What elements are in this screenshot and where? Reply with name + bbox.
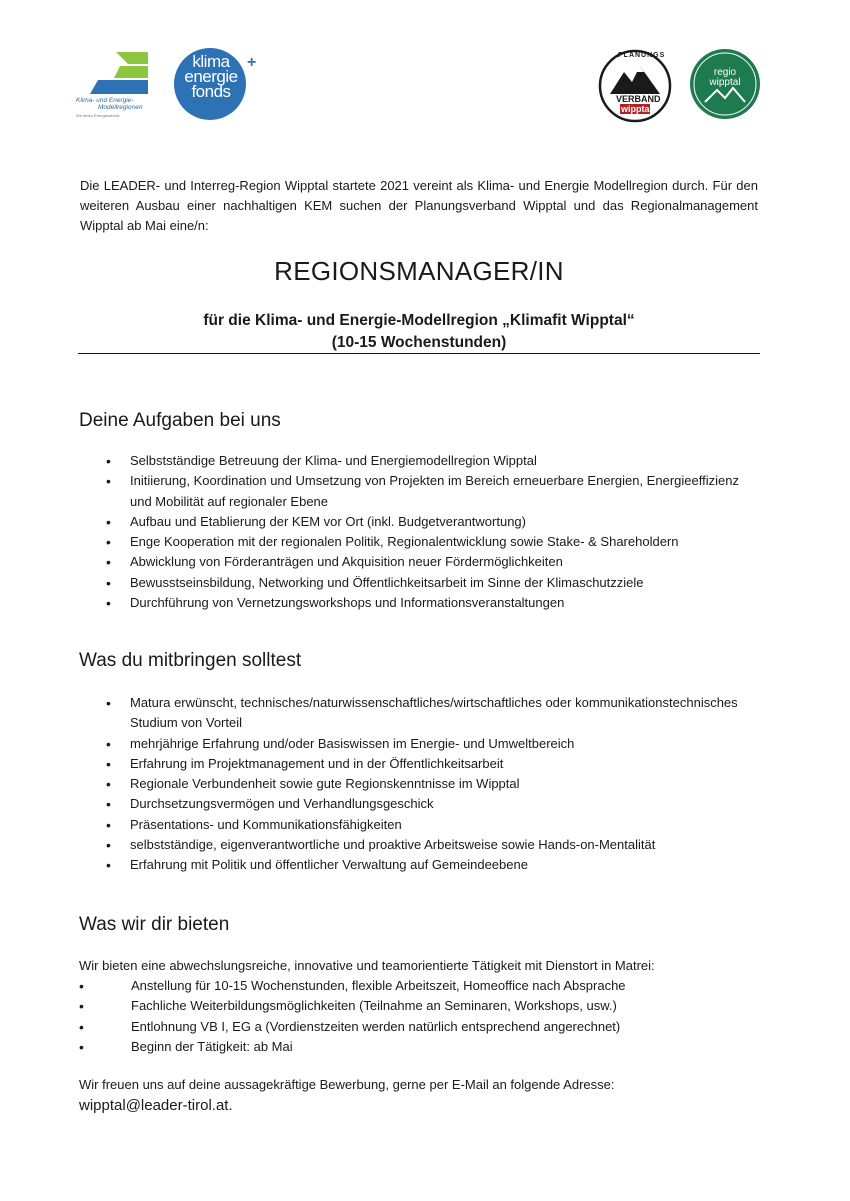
kem-logo-mark (76, 50, 162, 98)
klimafonds-logo (172, 46, 262, 122)
bullet-icon: • (106, 796, 111, 813)
task-text: Durchführung von Vernetzungsworkshops und Informationsveranstaltungen (130, 595, 565, 611)
list-item (106, 693, 746, 734)
task-text: Initiierung, Koordination und Umsetzung von Projekten im Bereich erneuerbare Energien, Energieeffizienz und Mobilität auf regionaler Ebene (130, 473, 739, 509)
bullet-icon: • (79, 978, 84, 994)
bullet-icon: • (106, 755, 111, 772)
tasks-heading: Deine Aufgaben bei uns (79, 410, 281, 431)
bullet-icon: • (106, 595, 111, 612)
tasks-list (106, 451, 756, 613)
list-item (79, 1017, 759, 1037)
planungsverband-place: wipptal (621, 104, 652, 114)
klimafonds-line2: energie (184, 67, 238, 86)
task-text: Enge Kooperation mit der regionalen Politik, Regionalentwicklung sowie Stake- & Shareholdern (130, 534, 679, 550)
requirements-list (106, 693, 746, 876)
bullet-icon: • (79, 998, 84, 1015)
list-item (106, 593, 756, 613)
list-item (79, 996, 759, 1016)
requirement-text: selbstständige, eigenverantwortliche und proaktive Arbeitsweise sowie Hands-on-Mentalität (130, 837, 656, 853)
requirement-text: Erfahrung im Projektmanagement und in der Öffentlichkeitsarbeit (130, 755, 504, 771)
task-text: Selbstständige Betreuung der Klima- und Energiemodellregion Wipptal (130, 453, 537, 468)
bullet-icon: • (106, 857, 111, 874)
requirement-text: mehrjährige Erfahrung und/oder Basiswissen im Energie- und Umweltbereich (130, 735, 575, 751)
list-item (106, 754, 746, 774)
bullet-icon: • (79, 1038, 84, 1055)
klimafonds-line1: klima (192, 52, 230, 71)
requirement-text: Regionale Verbundenheit sowie gute Regionskenntnisse im Wipptal (130, 776, 520, 792)
offer-list (79, 976, 759, 1057)
regio-wipptal-line1: regio (713, 67, 737, 78)
contact-email-link[interactable]: wipptal@leader-tirol.at. (79, 1097, 233, 1114)
list-item (106, 794, 746, 814)
offer-text: Fachliche Weiterbildungsmöglichkeiten (Teilnahme an Seminaren, Workshops, usw.) (131, 998, 617, 1014)
regio-wipptal-line2: wipptal (709, 77, 741, 88)
bullet-icon: • (106, 574, 111, 591)
offer-text: Beginn der Tätigkeit: ab Mai (131, 1038, 293, 1054)
list-item (106, 451, 756, 471)
list-item (106, 734, 746, 754)
offer-intro: Wir bieten eine abwechslungsreiche, innovative und teamorientierte Tätigkeit mit Dienstort in Matrei: (79, 958, 655, 973)
intro-paragraph: Die LEADER- und Interreg-Region Wipptal startete 2021 vereint als Klima- und Energie Modellregion durch. Für den weiteren Ausbau einer nachhaltigen KEM suchen der Planungsverband Wipptal und das Regionalmanagement Wipptal ab Mai eine/n: (80, 178, 758, 233)
list-item (79, 1037, 759, 1057)
regio-wipptal-logo (689, 48, 761, 120)
bullet-icon: • (79, 1018, 84, 1035)
list-item (106, 573, 756, 593)
requirement-text: Präsentations- und Kommunikationsfähigkeiten (130, 816, 402, 832)
bullet-icon: • (106, 776, 111, 793)
klimafonds-plus: + (247, 54, 257, 71)
bullet-icon: • (106, 837, 111, 854)
bullet-icon: • (106, 695, 111, 711)
kem-logo-tagline: Wir leben Energiewende (76, 113, 120, 118)
bullet-icon: • (106, 513, 111, 530)
kem-logo-line1: Klima- und Energie- (76, 97, 134, 104)
offer-text: Anstellung für 10-15 Wochenstunden, flexible Arbeitszeit, Homeoffice nach Absprache (131, 978, 626, 993)
bullet-icon: • (106, 735, 111, 752)
list-item (106, 855, 746, 875)
bullet-icon: • (106, 816, 111, 833)
list-item (106, 815, 746, 835)
title-divider (78, 353, 760, 354)
task-text: Bewusstseinsbildung, Networking und Öffentlichkeitsarbeit im Sinne der Klimaschutzziele (130, 574, 644, 590)
planungsverband-word: VERBAND (616, 94, 661, 104)
job-title: REGIONSMANAGER/IN (274, 256, 564, 286)
kem-logo (76, 50, 162, 122)
job-subtitle-line2: (10-15 Wochenstunden) (331, 334, 507, 351)
list-item (106, 532, 756, 552)
list-item (79, 976, 759, 996)
job-subtitle (80, 310, 758, 354)
closing-paragraph: Wir freuen uns auf deine aussagekräftige Bewerbung, gerne per E-Mail an folgende Adresse: (79, 1077, 615, 1092)
requirement-text: Erfahrung mit Politik und öffentlicher Verwaltung auf Gemeindeebene (130, 857, 528, 873)
bullet-icon: • (106, 554, 111, 571)
list-item (106, 471, 756, 512)
list-item (106, 774, 746, 794)
list-item (106, 552, 756, 572)
list-item (106, 835, 746, 855)
job-subtitle-line1: für die Klima- und Energie-Modellregion „Klimafit Wipptal“ (203, 312, 635, 329)
requirement-text: Matura erwünscht, technisches/naturwissenschaftliches/wirtschaftliches oder kommunikationstechnisches Studium von Vorteil (130, 695, 738, 731)
bullet-icon: • (106, 534, 111, 551)
planungsverband-arc: PLANUNGS (618, 52, 666, 59)
bullet-icon: • (106, 453, 111, 469)
task-text: Abwicklung von Förderanträgen und Akquisition neuer Fördermöglichkeiten (130, 554, 563, 570)
offer-heading: Was wir dir bieten (79, 914, 230, 935)
offer-text: Entlohnung VB I, EG a (Vordienstzeiten werden natürlich entsprechend angerechnet) (131, 1018, 621, 1034)
list-item (106, 512, 756, 532)
requirements-heading: Was du mitbringen solltest (79, 650, 302, 671)
kem-logo-line2: Modellregionen (98, 104, 143, 111)
task-text: Aufbau und Etablierung der KEM vor Ort (inkl. Budgetverantwortung) (130, 513, 526, 529)
klimafonds-line3: fonds (191, 82, 231, 101)
bullet-icon: • (106, 473, 111, 490)
requirement-text: Durchsetzungsvermögen und Verhandlungsgeschick (130, 796, 434, 812)
planungsverband-logo (596, 48, 674, 124)
